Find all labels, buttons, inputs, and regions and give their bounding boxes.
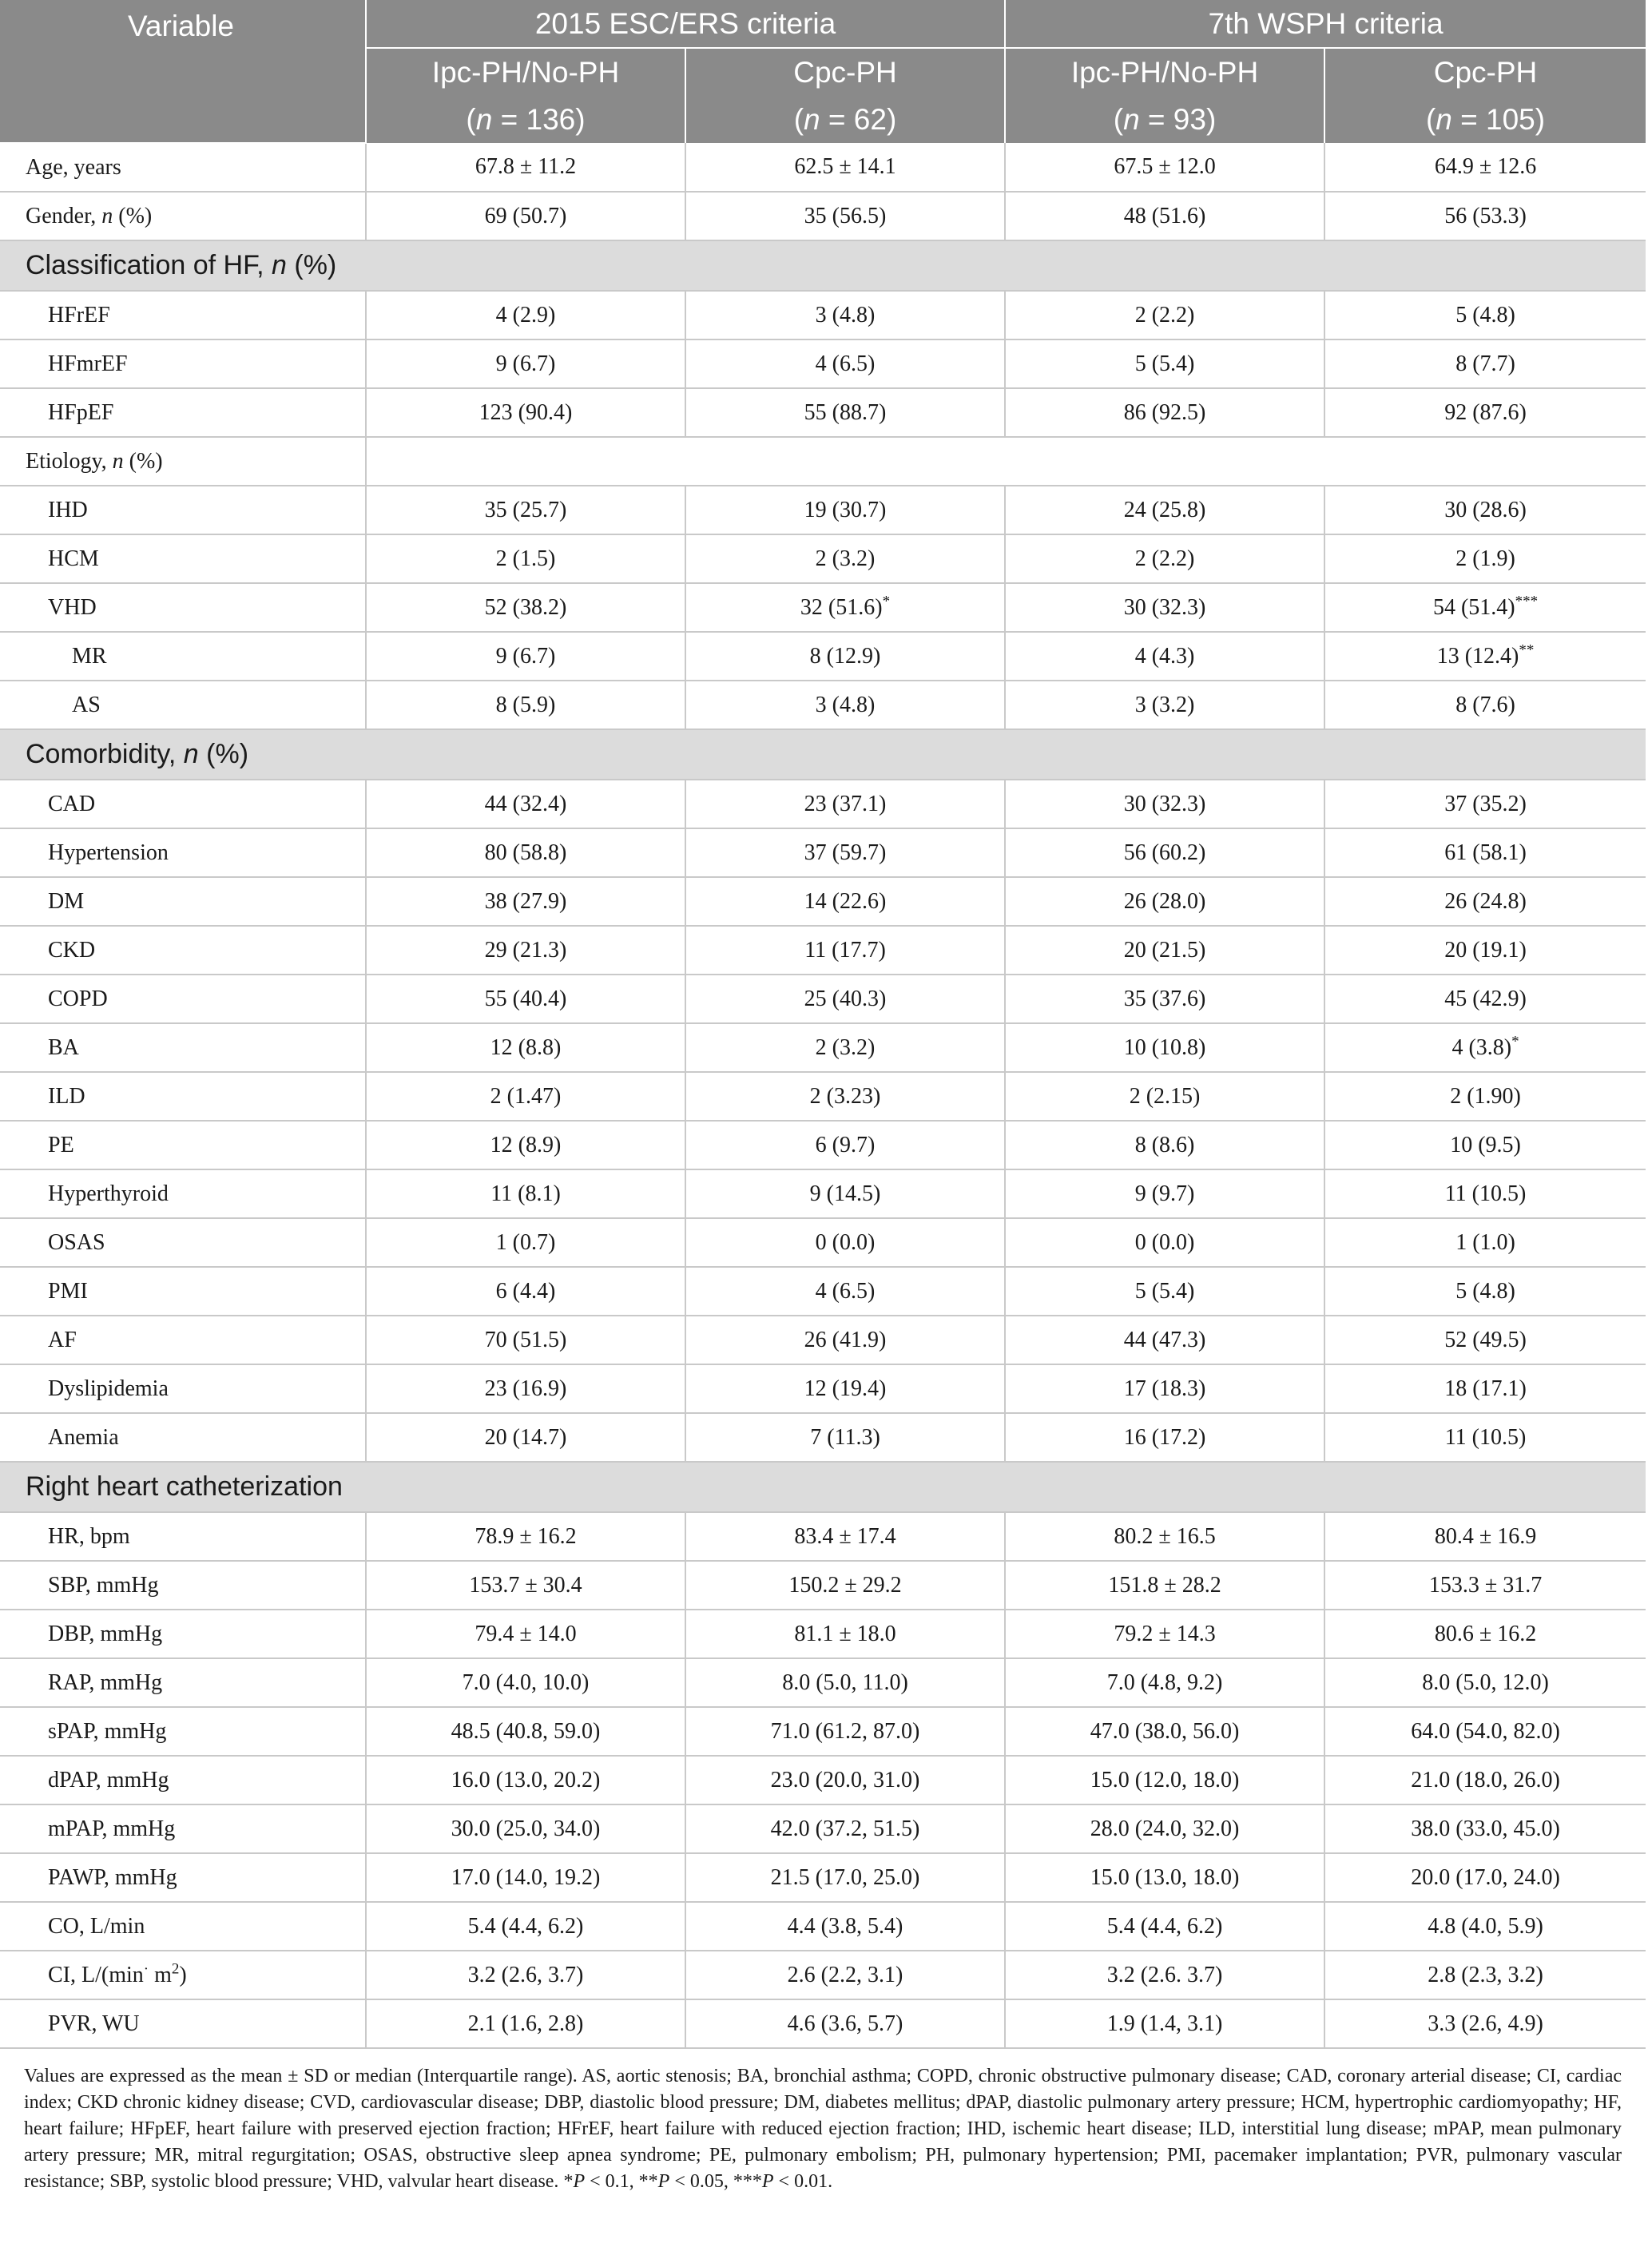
value-cell: 71.0 (61.2, 87.0) <box>685 1707 1005 1756</box>
row-label: VHD <box>0 583 366 632</box>
value-cell: 10 (10.8) <box>1005 1023 1324 1072</box>
value-cell: 20 (19.1) <box>1324 926 1646 975</box>
value-cell: 20 (14.7) <box>366 1413 685 1462</box>
value-cell: 30.0 (25.0, 34.0) <box>366 1804 685 1853</box>
value-cell: 6 (4.4) <box>366 1267 685 1316</box>
value-cell: 8 (12.9) <box>685 632 1005 681</box>
value-cell: 153.7 ± 30.4 <box>366 1561 685 1610</box>
value-cell: 20.0 (17.0, 24.0) <box>1324 1853 1646 1902</box>
n-header: (n = 136) <box>366 96 685 143</box>
table-row <box>0 192 1646 240</box>
value-cell: 5 (4.8) <box>1324 291 1646 339</box>
row-label: CI, L/(min· $m^2$) <box>0 1951 366 1999</box>
table-footnote: Values are expressed as the mean ± SD or median (Interquartile range). AS, aortic stenosis; BA, bronchial asthma; COPD, chronic obstructive pulmonary disease; CAD, coronary arterial disease; CI, cardiac index; CKD chronic kidney disease; CVD, cardiovascular disease; DBP, diastolic blood pressure; DM, diabetes mellitus; dPAP, diastolic pulmonary artery pressure; HCM, hypertrophic cardiomyopathy; HF, heart failure; HFpEF, heart failure with preserved ejection fraction; HFrEF, heart failure with reduced ejection fraction; IHD, ischemic heart disease; ILD, interstitial lung disease; mPAP, mean pulmonary artery pressure; MR, mitral regurgitation; OSAS, obstructive sleep apnea syndrome; PE, pulmonary embolism; PH, pulmonary hypertension; PMI, pacemaker implantation; PVR, pulmonary vascular resistance; SBP, systolic blood pressure; VHD, valvular heart disease. *P < 0.1, **P < 0.05, ***P < 0.01. <box>24 2066 1622 2192</box>
value-cell: 15.0 (12.0, 18.0) <box>1005 1756 1324 1804</box>
table-row <box>0 877 1646 926</box>
table-header <box>0 0 1646 143</box>
value-cell: 45 (42.9) <box>1324 975 1646 1023</box>
value-cell: 17 (18.3) <box>1005 1364 1324 1413</box>
value-cell: 55 (40.4) <box>366 975 685 1023</box>
value-cell: 2 (1.9) <box>1324 534 1646 583</box>
value-cell: 55 (88.7) <box>685 388 1005 437</box>
value-cell: 17.0 (14.0, 19.2) <box>366 1853 685 1902</box>
subgroup-header: Ipc-PH/No-PH <box>366 48 685 96</box>
significance-marker: *** <box>1515 593 1539 610</box>
section-header-row <box>0 729 1646 780</box>
table-row <box>0 1218 1646 1267</box>
table-row <box>0 681 1646 729</box>
value-cell: 86 (92.5) <box>1005 388 1324 437</box>
table-row <box>0 828 1646 877</box>
value-cell: 8 (8.6) <box>1005 1121 1324 1169</box>
value-cell: 3 (4.8) <box>685 291 1005 339</box>
significance-marker: * <box>1511 1033 1519 1050</box>
value-cell: 5 (5.4) <box>1005 1267 1324 1316</box>
subgroup-header: Cpc-PH <box>1324 48 1646 96</box>
value-cell: 23.0 (20.0, 31.0) <box>685 1756 1005 1804</box>
table-row <box>0 1169 1646 1218</box>
value-cell: 24 (25.8) <box>1005 486 1324 534</box>
value-cell: 35 (25.7) <box>366 486 685 534</box>
row-label: CKD <box>0 926 366 975</box>
value-cell: 80.2 ± 16.5 <box>1005 1512 1324 1561</box>
group-header-wsph: 7th WSPH criteria <box>1005 0 1646 48</box>
value-cell: 8 (7.6) <box>1324 681 1646 729</box>
subgroup-header: Ipc-PH/No-PH <box>1005 48 1324 96</box>
value-cell: 10 (9.5) <box>1324 1121 1646 1169</box>
row-label: AF <box>0 1316 366 1364</box>
row-label: Hyperthyroid <box>0 1169 366 1218</box>
value-cell: 56 (60.2) <box>1005 828 1324 877</box>
table-row <box>0 1364 1646 1413</box>
row-label: COPD <box>0 975 366 1023</box>
value-cell: 30 (32.3) <box>1005 780 1324 828</box>
value-cell: 7.0 (4.8, 9.2) <box>1005 1658 1324 1707</box>
value-cell: 30 (28.6) <box>1324 486 1646 534</box>
value-cell: 35 (56.5) <box>685 192 1005 240</box>
value-cell: 38.0 (33.0, 45.0) <box>1324 1804 1646 1853</box>
value-cell: 9 (6.7) <box>366 339 685 388</box>
value-cell: 2 (1.90) <box>1324 1072 1646 1121</box>
value-cell: 4 (4.3) <box>1005 632 1324 681</box>
row-label: sPAP, mmHg <box>0 1707 366 1756</box>
value-cell: 4 (2.9) <box>366 291 685 339</box>
value-cell: 2 (1.47) <box>366 1072 685 1121</box>
value-cell: 2.1 (1.6, 2.8) <box>366 1999 685 2048</box>
value-cell: 54 (51.4)*** <box>1324 583 1646 632</box>
value-cell: 151.8 ± 28.2 <box>1005 1561 1324 1610</box>
value-cell: 21.5 (17.0, 25.0) <box>685 1853 1005 1902</box>
table-row <box>0 1658 1646 1707</box>
value-cell: 38 (27.9) <box>366 877 685 926</box>
table-row <box>0 1512 1646 1561</box>
n-header: (n = 93) <box>1005 96 1324 143</box>
value-cell: 2.6 (2.2, 3.1) <box>685 1951 1005 1999</box>
value-cell: 8 (7.7) <box>1324 339 1646 388</box>
value-cell: 4 (3.8)* <box>1324 1023 1646 1072</box>
value-cell: 29 (21.3) <box>366 926 685 975</box>
table-row <box>0 975 1646 1023</box>
value-cell: 28.0 (24.0, 32.0) <box>1005 1804 1324 1853</box>
value-cell: 0 (0.0) <box>1005 1218 1324 1267</box>
value-cell: 5 (5.4) <box>1005 339 1324 388</box>
value-cell: 37 (59.7) <box>685 828 1005 877</box>
section-title: Comorbidity, n (%) <box>0 729 1646 780</box>
value-cell: 9 (14.5) <box>685 1169 1005 1218</box>
value-cell: 81.1 ± 18.0 <box>685 1610 1005 1658</box>
value-cell: 123 (90.4) <box>366 388 685 437</box>
value-cell: 35 (37.6) <box>1005 975 1324 1023</box>
value-cell: 79.2 ± 14.3 <box>1005 1610 1324 1658</box>
value-cell: 26 (24.8) <box>1324 877 1646 926</box>
value-cell: 3 (3.2) <box>1005 681 1324 729</box>
table-row <box>0 1072 1646 1121</box>
value-cell: 11 (10.5) <box>1324 1169 1646 1218</box>
subgroup-header: Cpc-PH <box>685 48 1005 96</box>
value-cell: 3.3 (2.6, 4.9) <box>1324 1999 1646 2048</box>
value-cell: 2 (3.2) <box>685 534 1005 583</box>
value-cell: 5 (4.8) <box>1324 1267 1646 1316</box>
table-row <box>0 388 1646 437</box>
row-label: DM <box>0 877 366 926</box>
row-label: HR, bpm <box>0 1512 366 1561</box>
table-row <box>0 1951 1646 1999</box>
value-cell: 16 (17.2) <box>1005 1413 1324 1462</box>
table-row <box>0 486 1646 534</box>
value-cell: 48.5 (40.8, 59.0) <box>366 1707 685 1756</box>
row-label: Anemia <box>0 1413 366 1462</box>
value-cell: 5.4 (4.4, 6.2) <box>1005 1902 1324 1951</box>
table-row <box>0 1121 1646 1169</box>
value-cell: 4.6 (3.6, 5.7) <box>685 1999 1005 2048</box>
section-header-row <box>0 240 1646 291</box>
section-title: Classification of HF, n (%) <box>0 240 1646 291</box>
value-cell: 19 (30.7) <box>685 486 1005 534</box>
row-label: ILD <box>0 1072 366 1121</box>
value-cell: 1.9 (1.4, 3.1) <box>1005 1999 1324 2048</box>
value-cell: 3 (4.8) <box>685 681 1005 729</box>
value-cell: 7 (11.3) <box>685 1413 1005 1462</box>
value-cell: 3.2 (2.6. 3.7) <box>1005 1951 1324 1999</box>
value-cell: 1 (1.0) <box>1324 1218 1646 1267</box>
value-cell: 67.5 ± 12.0 <box>1005 143 1324 192</box>
value-cell: 83.4 ± 17.4 <box>685 1512 1005 1561</box>
row-label: Etiology, n (%) <box>0 437 366 486</box>
value-cell: 26 (41.9) <box>685 1316 1005 1364</box>
value-cell: 9 (9.7) <box>1005 1169 1324 1218</box>
row-label: HFpEF <box>0 388 366 437</box>
table-row <box>0 1707 1646 1756</box>
section-header-row <box>0 1462 1646 1512</box>
value-cell: 15.0 (13.0, 18.0) <box>1005 1853 1324 1902</box>
table-row <box>0 1853 1646 1902</box>
table-body <box>0 143 1646 2048</box>
value-cell: 79.4 ± 14.0 <box>366 1610 685 1658</box>
row-label: OSAS <box>0 1218 366 1267</box>
value-cell: 42.0 (37.2, 51.5) <box>685 1804 1005 1853</box>
value-cell: 12 (8.8) <box>366 1023 685 1072</box>
group-header-esc: 2015 ESC/ERS criteria <box>366 0 1005 48</box>
value-cell: 11 (17.7) <box>685 926 1005 975</box>
significance-marker: * <box>882 593 891 610</box>
value-cell: 18 (17.1) <box>1324 1364 1646 1413</box>
row-label: IHD <box>0 486 366 534</box>
table-row <box>0 1610 1646 1658</box>
value-cell: 52 (38.2) <box>366 583 685 632</box>
row-label: Age, years <box>0 143 366 192</box>
table-row <box>0 1804 1646 1853</box>
value-cell: 4 (6.5) <box>685 1267 1005 1316</box>
table-row <box>0 1561 1646 1610</box>
value-cell: 11 (10.5) <box>1324 1413 1646 1462</box>
value-cell: 62.5 ± 14.1 <box>685 143 1005 192</box>
empty-cell <box>366 437 1646 486</box>
value-cell: 2 (2.2) <box>1005 534 1324 583</box>
value-cell: 150.2 ± 29.2 <box>685 1561 1005 1610</box>
value-cell: 80.6 ± 16.2 <box>1324 1610 1646 1658</box>
variable-header: Variable <box>0 0 366 143</box>
table-row <box>0 926 1646 975</box>
row-label: Gender, n (%) <box>0 192 366 240</box>
row-label: mPAP, mmHg <box>0 1804 366 1853</box>
value-cell: 5.4 (4.4, 6.2) <box>366 1902 685 1951</box>
table-row <box>0 1316 1646 1364</box>
row-label: RAP, mmHg <box>0 1658 366 1707</box>
value-cell: 69 (50.7) <box>366 192 685 240</box>
value-cell: 2 (2.2) <box>1005 291 1324 339</box>
section-title: Right heart catheterization <box>0 1462 1646 1512</box>
row-label: PVR, WU <box>0 1999 366 2048</box>
value-cell: 1 (0.7) <box>366 1218 685 1267</box>
value-cell: 20 (21.5) <box>1005 926 1324 975</box>
row-label: HCM <box>0 534 366 583</box>
n-header: (n = 105) <box>1324 96 1646 143</box>
value-cell: 25 (40.3) <box>685 975 1005 1023</box>
value-cell: 64.9 ± 12.6 <box>1324 143 1646 192</box>
table-row <box>0 632 1646 681</box>
value-cell: 8.0 (5.0, 12.0) <box>1324 1658 1646 1707</box>
value-cell: 8 (5.9) <box>366 681 685 729</box>
table-row <box>0 143 1646 192</box>
value-cell: 6 (9.7) <box>685 1121 1005 1169</box>
table-row <box>0 1413 1646 1462</box>
row-label: MR <box>0 632 366 681</box>
value-cell: 56 (53.3) <box>1324 192 1646 240</box>
table-row <box>0 534 1646 583</box>
row-label: Dyslipidemia <box>0 1364 366 1413</box>
value-cell: 61 (58.1) <box>1324 828 1646 877</box>
value-cell: 16.0 (13.0, 20.2) <box>366 1756 685 1804</box>
value-cell: 0 (0.0) <box>685 1218 1005 1267</box>
subheader-row <box>0 437 1646 486</box>
table-row <box>0 339 1646 388</box>
significance-marker: ** <box>1519 641 1535 659</box>
row-label: Hypertension <box>0 828 366 877</box>
value-cell: 26 (28.0) <box>1005 877 1324 926</box>
value-cell: 2 (3.2) <box>685 1023 1005 1072</box>
table-row <box>0 780 1646 828</box>
value-cell: 78.9 ± 16.2 <box>366 1512 685 1561</box>
row-label: dPAP, mmHg <box>0 1756 366 1804</box>
value-cell: 14 (22.6) <box>685 877 1005 926</box>
value-cell: 23 (16.9) <box>366 1364 685 1413</box>
value-cell: 92 (87.6) <box>1324 388 1646 437</box>
value-cell: 12 (8.9) <box>366 1121 685 1169</box>
table-row <box>0 291 1646 339</box>
table-row <box>0 1756 1646 1804</box>
value-cell: 13 (12.4)** <box>1324 632 1646 681</box>
value-cell: 80.4 ± 16.9 <box>1324 1512 1646 1561</box>
value-cell: 47.0 (38.0, 56.0) <box>1005 1707 1324 1756</box>
row-label: PAWP, mmHg <box>0 1853 366 1902</box>
value-cell: 11 (8.1) <box>366 1169 685 1218</box>
table-row <box>0 1999 1646 2048</box>
value-cell: 2 (2.15) <box>1005 1072 1324 1121</box>
row-label: CAD <box>0 780 366 828</box>
row-label: SBP, mmHg <box>0 1561 366 1610</box>
row-label: HFmrEF <box>0 339 366 388</box>
value-cell: 32 (51.6)* <box>685 583 1005 632</box>
value-cell: 21.0 (18.0, 26.0) <box>1324 1756 1646 1804</box>
row-label: PMI <box>0 1267 366 1316</box>
table-row <box>0 1267 1646 1316</box>
table-row <box>0 1902 1646 1951</box>
table-row <box>0 583 1646 632</box>
row-label: BA <box>0 1023 366 1072</box>
value-cell: 12 (19.4) <box>685 1364 1005 1413</box>
value-cell: 2 (1.5) <box>366 534 685 583</box>
value-cell: 3.2 (2.6, 3.7) <box>366 1951 685 1999</box>
value-cell: 4.4 (3.8, 5.4) <box>685 1902 1005 1951</box>
value-cell: 7.0 (4.0, 10.0) <box>366 1658 685 1707</box>
value-cell: 8.0 (5.0, 11.0) <box>685 1658 1005 1707</box>
value-cell: 67.8 ± 11.2 <box>366 143 685 192</box>
value-cell: 37 (35.2) <box>1324 780 1646 828</box>
value-cell: 80 (58.8) <box>366 828 685 877</box>
value-cell: 48 (51.6) <box>1005 192 1324 240</box>
n-header: (n = 62) <box>685 96 1005 143</box>
value-cell: 70 (51.5) <box>366 1316 685 1364</box>
value-cell: 2 (3.23) <box>685 1072 1005 1121</box>
row-label: HFrEF <box>0 291 366 339</box>
value-cell: 153.3 ± 31.7 <box>1324 1561 1646 1610</box>
row-label: CO, L/min <box>0 1902 366 1951</box>
value-cell: 4 (6.5) <box>685 339 1005 388</box>
value-cell: 30 (32.3) <box>1005 583 1324 632</box>
value-cell: 2.8 (2.3, 3.2) <box>1324 1951 1646 1999</box>
row-label: AS <box>0 681 366 729</box>
value-cell: 64.0 (54.0, 82.0) <box>1324 1707 1646 1756</box>
value-cell: 52 (49.5) <box>1324 1316 1646 1364</box>
value-cell: 4.8 (4.0, 5.9) <box>1324 1902 1646 1951</box>
value-cell: 44 (47.3) <box>1005 1316 1324 1364</box>
value-cell: 9 (6.7) <box>366 632 685 681</box>
value-cell: 23 (37.1) <box>685 780 1005 828</box>
row-label: DBP, mmHg <box>0 1610 366 1658</box>
value-cell: 44 (32.4) <box>366 780 685 828</box>
table-row <box>0 1023 1646 1072</box>
row-label: PE <box>0 1121 366 1169</box>
